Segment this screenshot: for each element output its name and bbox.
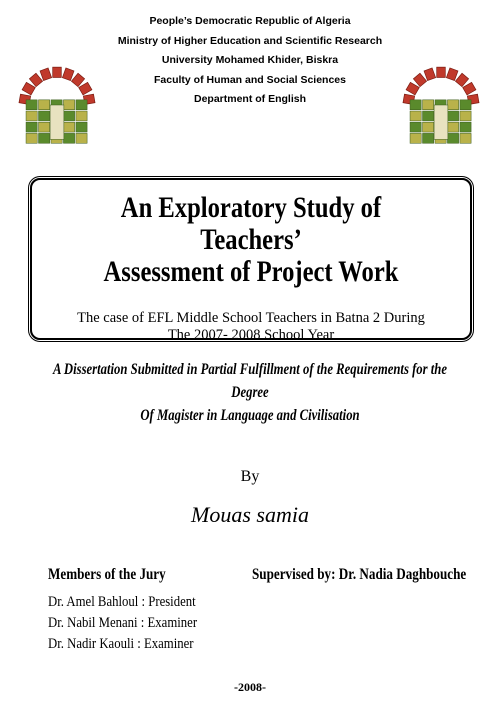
jury-member: Dr. Nadir Kaouli : Examiner	[48, 636, 194, 652]
header-line-department: Department of English	[193, 93, 306, 105]
year-label: -2008-	[234, 680, 266, 694]
university-emblem-icon	[14, 62, 100, 148]
jury-member: Dr. Amel Bahloul : President	[48, 594, 196, 610]
header-line-university: University Mohamed Khider, Biskra	[161, 54, 339, 66]
header-line-ministry: Ministry of Higher Education and Scientific Research	[117, 34, 383, 47]
title-line: An Exploratory Study of Teachers’	[120, 191, 382, 256]
supervisor: Supervised by: Dr. Nadia Daghbouche	[252, 566, 467, 583]
dissertation-statement	[45, 358, 455, 427]
jury-list	[48, 592, 197, 655]
jury-heading: Members of the Jury	[48, 566, 166, 583]
by-label: By	[240, 468, 260, 485]
dissertation-title	[71, 192, 430, 288]
statement-line: Of Magister in Language and Civilisation	[140, 407, 360, 424]
subtitle-line: The case of EFL Middle School Teachers in Batna 2 During	[77, 310, 425, 326]
title-box	[30, 178, 472, 343]
subtitle-line: The 2007- 2008 School Year	[167, 327, 335, 343]
statement-line: A Dissertation Submitted in Partial Fulfillment of the Requirements for the Degree	[52, 361, 448, 401]
header-line-faculty: Faculty of Human and Social Sciences	[154, 73, 346, 86]
author-name: Mouas samia	[191, 502, 309, 527]
dissertation-subtitle	[32, 310, 470, 344]
header-line-country: People’s Democratic Republic of Algeria	[149, 15, 351, 27]
jury-member: Dr. Nabil Menani : Examiner	[48, 615, 198, 631]
university-emblem-icon	[398, 62, 484, 148]
title-line: Assessment of Project Work	[103, 255, 399, 288]
